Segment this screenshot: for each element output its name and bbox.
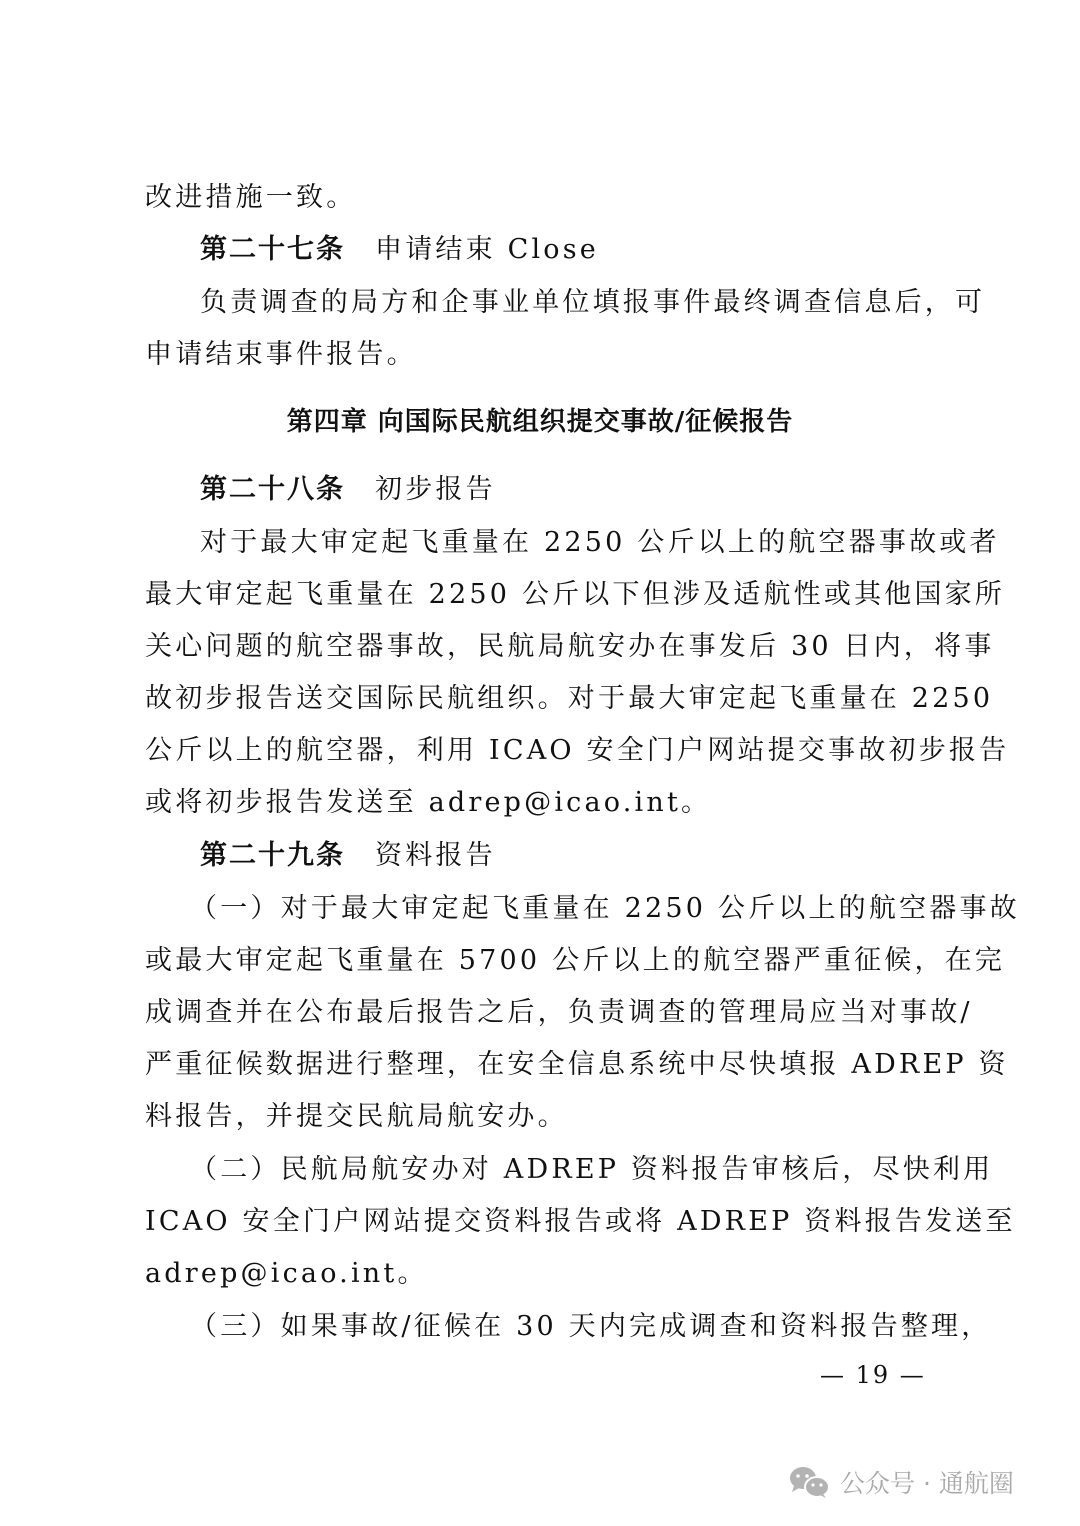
- article-27-heading: [200, 232, 945, 268]
- paragraph-line: 负责调查的局方和企事业单位填报事件最终调查信息后，可: [200, 287, 986, 318]
- article-number: 第二十八条: [200, 474, 345, 505]
- article-number: 第二十七条: [200, 234, 345, 265]
- paragraph-line: adrep@icao.int。: [145, 1258, 428, 1289]
- paragraph-line: 严重征候数据进行整理，在安全信息系统中尽快填报 ADREP 资: [145, 1049, 1009, 1080]
- paragraph-line: 故初步报告送交国际民航组织。对于最大审定起飞重量在 2250: [145, 683, 994, 714]
- paragraph-line: ICAO 安全门户网站提交资料报告或将 ADREP 资料报告发送至: [145, 1206, 1016, 1237]
- paragraph-line: 或最大审定起飞重量在 5700 公斤以上的航空器严重征候，在完: [145, 945, 1006, 976]
- paragraph-line: （一）对于最大审定起飞重量在 2250 公斤以上的航空器事故: [190, 893, 1020, 924]
- article-number: 第二十九条: [200, 840, 345, 871]
- article-title: 初步报告: [375, 474, 496, 505]
- paragraph-line: （三）如果事故/征候在 30 天内完成调查和资料报告整理，: [190, 1311, 992, 1342]
- paragraph-line: （二）民航局航安办对 ADREP 资料报告审核后，尽快利用: [190, 1154, 994, 1185]
- paragraph-line: 关心问题的航空器事故，民航局航安办在事发后 30 日内，将事: [145, 631, 995, 662]
- paragraph-line: 对于最大审定起飞重量在 2250 公斤以上的航空器事故或者: [200, 527, 1000, 558]
- article-title: 资料报告: [375, 840, 496, 871]
- watermark-text: 公众号 · 通航圈: [840, 1469, 1014, 1498]
- paragraph-line: 或将初步报告发送至 adrep@icao.int。: [145, 787, 712, 818]
- watermark: [788, 1462, 1014, 1502]
- paragraph-line: 成调查并在公布最后报告之后，负责调查的管理局应当对事故/: [145, 997, 973, 1028]
- article-29-heading: [200, 838, 945, 874]
- page-number: — 19 —: [820, 1361, 926, 1389]
- paragraph-line: 料报告，并提交民航局航安办。: [145, 1101, 568, 1132]
- article-title: 申请结束 Close: [375, 234, 599, 265]
- article-28-heading: [200, 472, 945, 508]
- paragraph-line: 最大审定起飞重量在 2250 公斤以下但涉及适航性或其他国家所: [145, 579, 1006, 610]
- wechat-icon: [788, 1466, 830, 1498]
- paragraph-line: 公斤以上的航空器，利用 ICAO 安全门户网站提交事故初步报告: [145, 735, 1010, 766]
- chapter-title: 第四章 向国际民航组织提交事故/征候报告: [286, 407, 794, 437]
- paragraph-line: 改进措施一致。: [145, 182, 357, 213]
- paragraph-line: 申请结束事件报告。: [145, 339, 417, 370]
